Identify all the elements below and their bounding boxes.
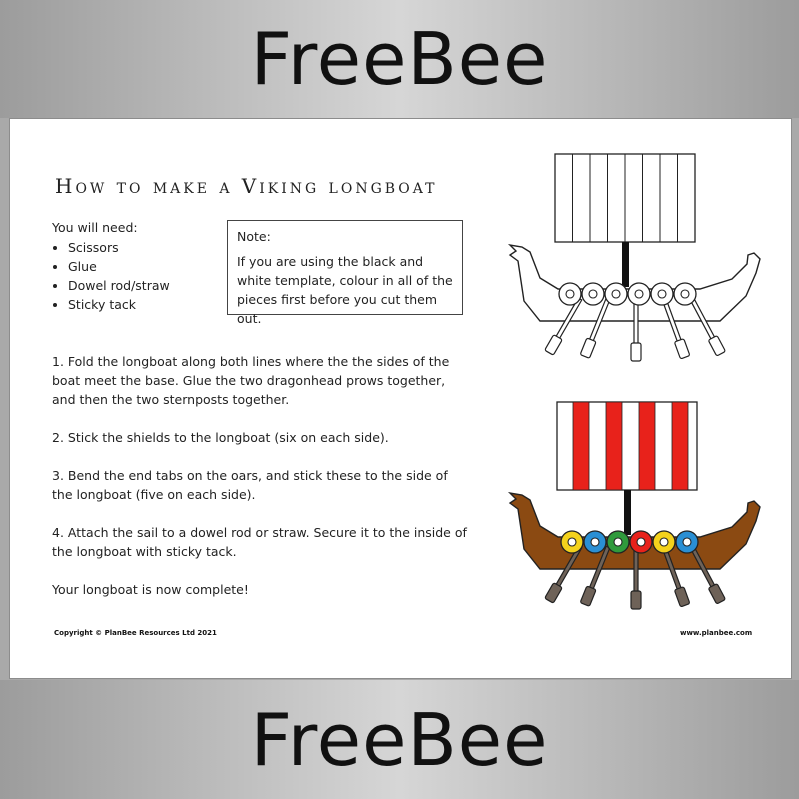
note-text: If you are using the black and white template, colour in all of the pieces first before you cut them out. xyxy=(237,254,453,326)
step-3: 3. Bend the end tabs on the oars, and stick these to the side of the longboat (five on each side). xyxy=(52,468,448,502)
material-item: • Sticky tack xyxy=(68,297,170,312)
banner-title-top: FreeBee xyxy=(250,17,549,101)
step-1: 1. Fold the longboat along both lines where the the sides of the boat meet the base. Glue the two dragonhead prows together, and then the two sternposts together. xyxy=(52,354,450,407)
material-item: • Scissors xyxy=(68,240,170,255)
sail-outline xyxy=(555,154,695,242)
sail-striped xyxy=(557,402,697,490)
mast xyxy=(624,490,631,535)
shield-boss xyxy=(614,538,622,546)
shield-boss xyxy=(612,290,620,298)
shield-boss xyxy=(568,538,576,546)
note-heading: Note: xyxy=(237,229,271,244)
banner-title-bottom: FreeBee xyxy=(250,697,549,782)
copyright-text: Copyright © PlanBee Resources Ltd 2021 xyxy=(54,629,217,637)
shield-boss xyxy=(681,290,689,298)
longboat-outline-illustration xyxy=(500,151,770,366)
sail-stripe xyxy=(606,402,622,490)
worksheet-page xyxy=(9,118,792,679)
materials-list xyxy=(52,220,170,316)
completion-text: Your longboat is now complete! xyxy=(52,582,249,597)
instruction-steps xyxy=(52,352,472,618)
bottom-banner xyxy=(0,680,799,799)
shield-boss xyxy=(589,290,597,298)
shield-boss xyxy=(683,538,691,546)
top-banner xyxy=(0,0,799,118)
longboat-colored-illustration xyxy=(500,399,770,614)
document-title: How to make a Viking longboat xyxy=(55,174,438,198)
step-2: 2. Stick the shields to the longboat (six on each side). xyxy=(52,430,389,445)
step-4: 4. Attach the sail to a dowel rod or straw. Secure it to the inside of the longboat with sticky tack. xyxy=(52,525,467,559)
note-box xyxy=(227,220,463,326)
shield-boss xyxy=(566,290,574,298)
materials-items xyxy=(52,240,170,312)
material-item: • Glue xyxy=(68,259,170,274)
sail-stripe xyxy=(639,402,655,490)
shield-boss xyxy=(660,538,668,546)
shield-boss xyxy=(591,538,599,546)
shield-boss xyxy=(637,538,645,546)
sail-stripe xyxy=(672,402,688,490)
mast-outline xyxy=(622,242,629,287)
shield-boss xyxy=(635,290,643,298)
shield-boss xyxy=(658,290,666,298)
materials-heading: You will need: xyxy=(52,220,138,235)
sail-stripe xyxy=(573,402,589,490)
website-text: www.planbee.com xyxy=(680,629,753,637)
material-item: • Dowel rod/straw xyxy=(68,278,170,293)
